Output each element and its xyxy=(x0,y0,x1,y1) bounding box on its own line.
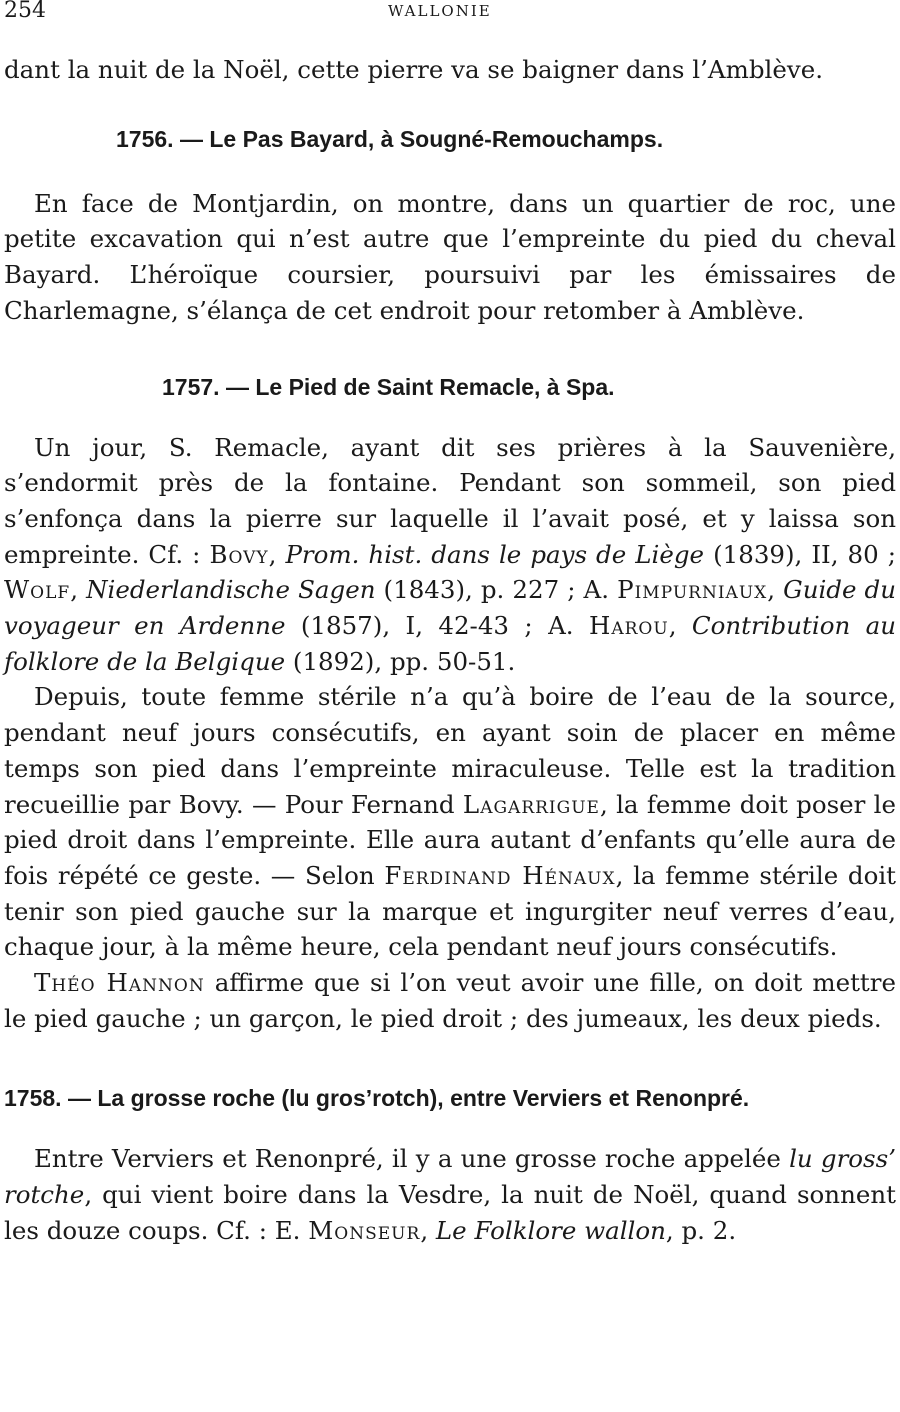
text-run: , qui vient boire dans la Vesdre, la nuit de Noël, quand sonnent les douze coups. Cf. : E. xyxy=(4,1180,896,1245)
author-name: Monseur xyxy=(308,1215,421,1245)
book-title: Contribution au folklore de la Belgique xyxy=(4,611,897,676)
author-name: Ferdinand Hénaux xyxy=(384,860,616,890)
text-run: Un jour, S. Remacle, ayant dit ses prières à la Sauvenière, s’endormit près de la fontaine. Pendant son sommeil, son pied s’enfonça dans la pierre sur laquelle il l’avait posé, et y laissa son empreinte. Cf. : xyxy=(4,432,896,569)
book-title: Niederlandische Sagen xyxy=(86,575,376,605)
text-run: (1843), p. 227 ; A. xyxy=(375,575,618,605)
text-run: , xyxy=(420,1215,436,1245)
continued-paragraph: dant la nuit de la Noël, cette pierre va se baigner dans l’Amblève. xyxy=(4,55,823,84)
page-header xyxy=(4,0,896,28)
text-run: , xyxy=(70,575,87,605)
text-run: , la femme doit poser le pied droit dans l’empreinte. Elle aura autant d’enfants qu’elle aura de fois répété ce geste. — Selon xyxy=(4,789,897,890)
heading-1756: 1756. — Le Pas Bayard, à Sougné-Remouchamps. xyxy=(116,125,664,152)
paragraph-1758 xyxy=(4,1141,896,1248)
text-run: Depuis, toute femme stérile n’a qu’à boire de l’eau de la source, pendant neuf jours consécutifs, en ayant soin de placer en même temps son pied dans l’empreinte miraculeuse. Telle est la tradition recueillie par Bovy. — Pour Fernand xyxy=(4,682,896,819)
book-title: Le Folklore wallon xyxy=(435,1215,666,1245)
book-page xyxy=(4,0,896,1249)
text-run: (1892), pp. 50-51. xyxy=(285,646,516,676)
paragraph-1757-1 xyxy=(4,430,896,680)
text-run: (1839), II, 80 ; xyxy=(704,539,897,569)
running-title: WALLONIE xyxy=(388,2,492,20)
text-run: , p. 2. xyxy=(665,1215,737,1245)
book-title: Guide du voyageur en Ardenne xyxy=(4,575,897,641)
author-name: Harou xyxy=(588,611,669,641)
paragraph-1757-3 xyxy=(4,965,896,1036)
paragraph-1756: En face de Montjardin, on montre, dans un quartier de roc, une petite excavation qui n’est autre que l’empreinte du pied du cheval Bayard. L’héroïque coursier, poursuivi par les émissaires de Charlemagne, s’élança de cet endroit pour retomber à Amblève. xyxy=(4,188,896,325)
text-run: , xyxy=(668,611,692,641)
heading-1757: 1757. — Le Pied de Saint Remacle, à Spa. xyxy=(162,373,615,400)
text-run: Entre Verviers et Renonpré, il y a une grosse roche appelée xyxy=(34,1144,790,1174)
author-name: Bovy xyxy=(209,539,269,569)
heading-1758: 1758. — La grosse roche (lu gros’rotch), entre Verviers et Renonpré. xyxy=(4,1085,750,1112)
text-run: , la femme stérile doit tenir son pied gauche sur la marque et ingurgiter neuf verres d’eau, chaque jour, à la même heure, cela pendant neuf jours consécutifs. xyxy=(4,860,897,962)
author-name: Théo Hannon xyxy=(34,968,205,998)
text-run: , xyxy=(767,575,784,605)
paragraph-1757-2 xyxy=(4,679,896,965)
text-run: affirme que si l’on veut avoir une fille, on doit mettre le pied gauche ; un garçon, le pied droit ; des jumeaux, les deux pieds. xyxy=(4,968,896,1033)
book-title: Prom. hist. dans le pays de Liège xyxy=(285,539,705,569)
author-name: Lagarrigue xyxy=(462,789,600,819)
page-number: 254 xyxy=(4,0,46,23)
author-name: Pimpurniaux xyxy=(617,575,768,605)
text-run: , xyxy=(268,539,286,569)
local-name: lu gross’ rotche xyxy=(4,1144,896,1210)
text-run: (1857), I, 42-43 ; A. xyxy=(285,611,589,641)
author-name: Wolf xyxy=(4,575,71,605)
